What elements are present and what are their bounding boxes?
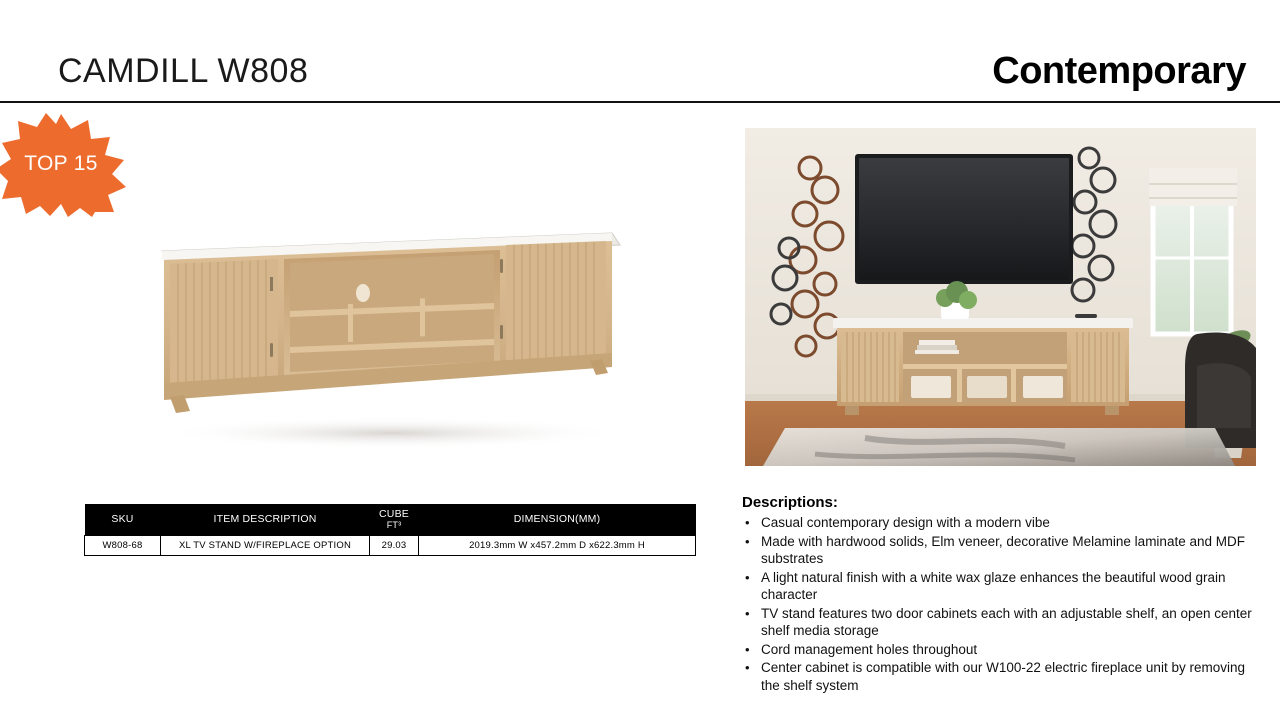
room-scene-photo xyxy=(745,128,1256,466)
spec-table xyxy=(84,504,696,556)
header-divider xyxy=(0,101,1280,103)
top-rank-badge xyxy=(0,112,126,217)
bullet-icon: • xyxy=(745,605,750,621)
cell-dimension: 2019.3mm W x457.2mm D x622.3mm H xyxy=(419,535,696,555)
list-item xyxy=(742,514,1257,532)
descriptions-block xyxy=(742,494,1257,695)
table-header-row xyxy=(85,504,696,535)
descriptions-heading: Descriptions: xyxy=(742,494,838,511)
bullet-icon: • xyxy=(745,569,750,585)
cell-cube: 29.03 xyxy=(370,535,419,555)
column-header-item-description: ITEM DESCRIPTION xyxy=(161,504,370,535)
cell-description: XL TV STAND W/FIREPLACE OPTION xyxy=(161,535,370,555)
list-item xyxy=(742,569,1257,604)
page-title: CAMDILL W808 xyxy=(58,52,309,90)
column-header-dimension: DIMENSION(MM) xyxy=(419,504,696,535)
column-header-cube xyxy=(370,504,419,535)
column-header-sku: SKU xyxy=(85,504,161,535)
bullet-icon: • xyxy=(745,533,750,549)
page-header xyxy=(0,0,1280,102)
room-scene-illustration xyxy=(745,128,1256,466)
list-item-text: Center cabinet is compatible with our W100-22 electric fireplace unit by removing the shelf system xyxy=(761,660,1245,693)
list-item xyxy=(742,533,1257,568)
starburst-icon xyxy=(0,112,126,217)
list-item-text: Cord management holes throughout xyxy=(761,641,978,657)
descriptions-list xyxy=(742,514,1257,694)
table-row xyxy=(85,535,696,555)
bullet-icon: • xyxy=(745,641,750,657)
column-header-cube-unit: FT³ xyxy=(386,519,402,530)
list-item-text: TV stand features two door cabinets each with an adjustable shelf, an open center shelf media storage xyxy=(761,605,1252,638)
cell-sku: W808-68 xyxy=(85,535,161,555)
list-item xyxy=(742,641,1257,659)
column-header-cube-main: CUBE xyxy=(379,508,409,520)
bullet-icon: • xyxy=(745,660,750,675)
product-image xyxy=(120,215,660,465)
list-item xyxy=(742,605,1257,640)
list-item-text: Made with hardwood solids, Elm veneer, decorative Melamine laminate and MDF substrates xyxy=(761,533,1245,566)
badge-label: TOP 15 xyxy=(24,152,98,175)
list-item-text: A light natural finish with a white wax glaze enhances the beautiful wood grain character xyxy=(761,569,1226,602)
list-item-text: Casual contemporary design with a modern vibe xyxy=(761,515,1050,530)
collection-title: Contemporary xyxy=(992,50,1246,92)
list-item xyxy=(742,659,1257,694)
bullet-icon: • xyxy=(745,515,750,530)
